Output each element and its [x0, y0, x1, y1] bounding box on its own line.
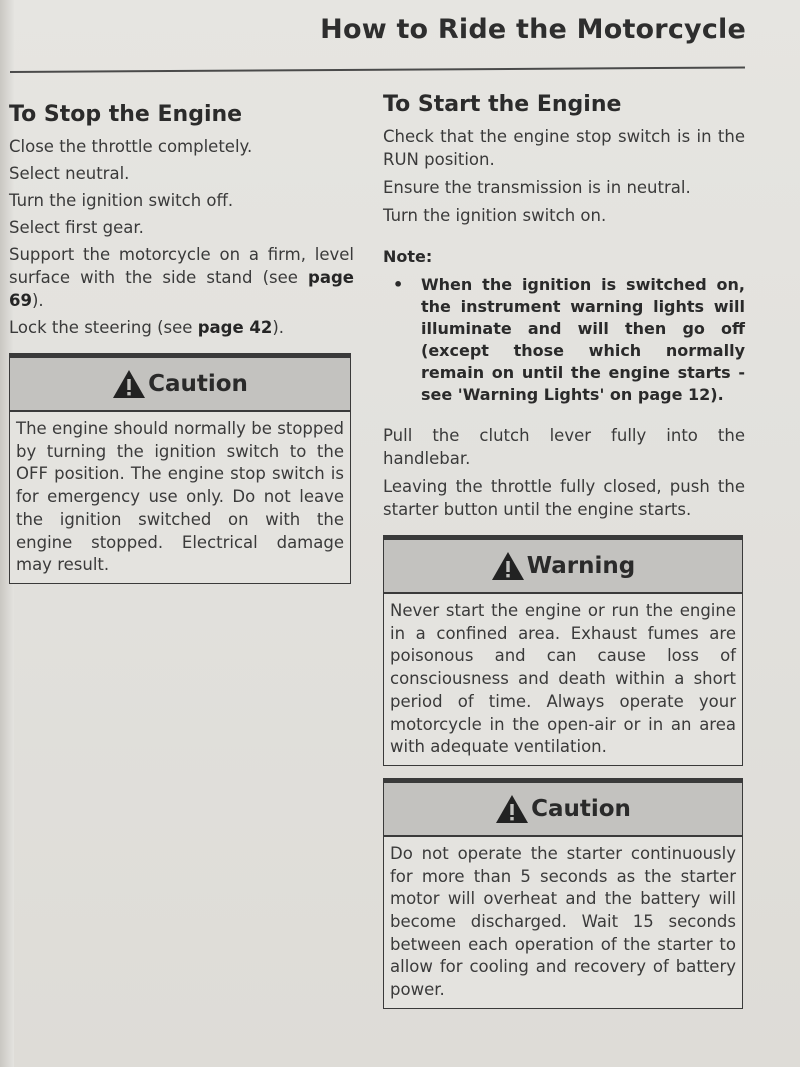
start-engine-section	[383, 92, 745, 1009]
warning-triangle-icon	[112, 369, 146, 399]
page-ref-42[interactable]: page 42	[197, 318, 273, 337]
note-end: ).	[710, 385, 724, 404]
page-ref-69[interactable]: page 69	[9, 268, 354, 310]
start-engine-heading: To Start the Engine	[383, 92, 622, 117]
note-item	[383, 274, 745, 406]
start-step-2: Ensure the transmission is in neutral.	[383, 178, 691, 197]
stop-step-4: Select first gear.	[9, 218, 144, 237]
lock-text: Lock the steering (see	[9, 318, 193, 337]
page-title: How to Ride the Motorcycle	[320, 14, 746, 45]
stop-step-lock	[9, 316, 354, 339]
start-warning-body: Never start the engine or run the engine in a confined area. Exhaust fumes are poisonous and can cause loss of consciousness and death within a short period of time. Always operate your motorcycle in the open-air or in an area with adequate ventilation.	[390, 601, 736, 757]
start-step-starter: Leaving the throttle fully closed, push the starter button until the engine starts.	[383, 477, 745, 519]
stop-caution-body: The engine should normally be stopped by turning the ignition switch to the OFF position. The engine stop switch is for emergency use only. Do not leave the ignition switched on with the engine stopped. Electrical damage may result.	[16, 419, 344, 575]
start-warning-box	[383, 535, 743, 766]
stop-step-2: Select neutral.	[9, 164, 130, 183]
lock-end: ).	[272, 318, 285, 337]
note-bullet: •	[393, 275, 404, 294]
stop-engine-section	[9, 102, 354, 584]
start-step-3: Turn the ignition switch on.	[383, 206, 607, 225]
warning-triangle-icon	[495, 794, 529, 824]
start-caution-body: Do not operate the starter continuously for more than 5 seconds as the starter motor will overheat and the battery will become discharged. Wait 15 seconds between each operation of the starter to allow for cooling and recovery of battery power.	[390, 843, 736, 1000]
header-divider	[10, 67, 745, 73]
stop-caution-box	[9, 353, 351, 584]
support-text: Support the motorcycle on a firm, level surface with the side stand (see	[9, 245, 354, 287]
stop-caution-title: Caution	[148, 371, 248, 397]
start-caution-header	[384, 779, 742, 837]
start-warning-title: Warning	[526, 553, 636, 579]
stop-step-1: Close the throttle completely.	[9, 137, 253, 156]
start-step-1: Check that the engine stop switch is in the RUN position.	[383, 127, 745, 169]
start-caution-box	[383, 778, 743, 1009]
note-text: When the ignition is switched on, the instrument warning lights will illuminate and will then go off (except those which normally remain on until the engine starts - see 'Warning Lights' on	[421, 275, 745, 404]
stop-caution-header	[10, 354, 350, 412]
note-heading: Note:	[383, 247, 433, 266]
warning-triangle-icon	[491, 551, 525, 581]
stop-engine-heading: To Stop the Engine	[9, 102, 243, 127]
start-caution-title: Caution	[531, 795, 631, 822]
page-ref-12[interactable]: page 12	[637, 385, 711, 404]
start-warning-header	[384, 536, 742, 594]
start-step-clutch: Pull the clutch lever fully into the handlebar.	[383, 426, 745, 468]
stop-step-3: Turn the ignition switch off.	[9, 191, 234, 210]
stop-step-support	[9, 243, 354, 312]
support-end: ).	[31, 291, 44, 310]
